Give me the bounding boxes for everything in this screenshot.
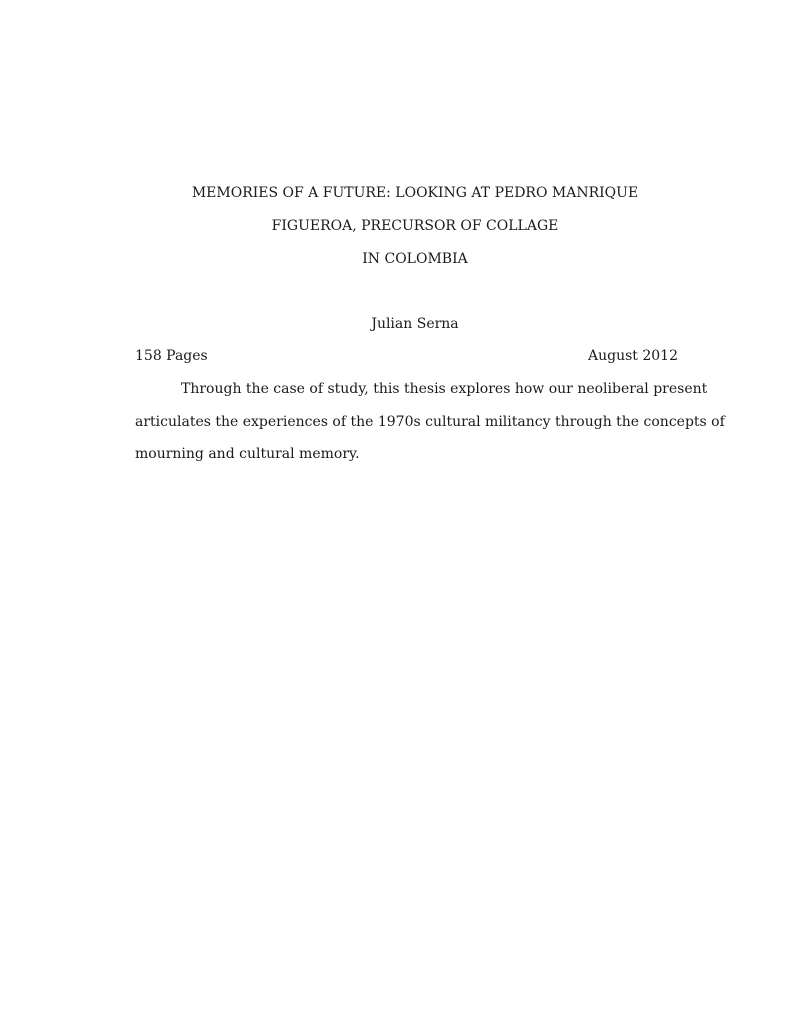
submission-date: August 2012 xyxy=(588,348,678,364)
abstract-line-1: Through the case of study, this thesis explores how our neoliberal present xyxy=(181,381,708,397)
abstract-line-3: mourning and cultural memory. xyxy=(135,446,360,462)
title-line-3: IN COLOMBIA xyxy=(362,251,468,267)
title-line-1: MEMORIES OF A FUTURE: LOOKING AT PEDRO MANRIQUE xyxy=(191,185,639,201)
author-name: Julian Serna xyxy=(371,316,459,332)
title-line-2: FIGUEROA, PRECURSOR OF COLLAGE xyxy=(271,218,559,234)
abstract xyxy=(135,373,725,471)
abstract-line-2: articulates the experiences of the 1970s cultural militancy through the concepts of xyxy=(135,413,725,430)
page-count: 158 Pages xyxy=(135,348,208,364)
